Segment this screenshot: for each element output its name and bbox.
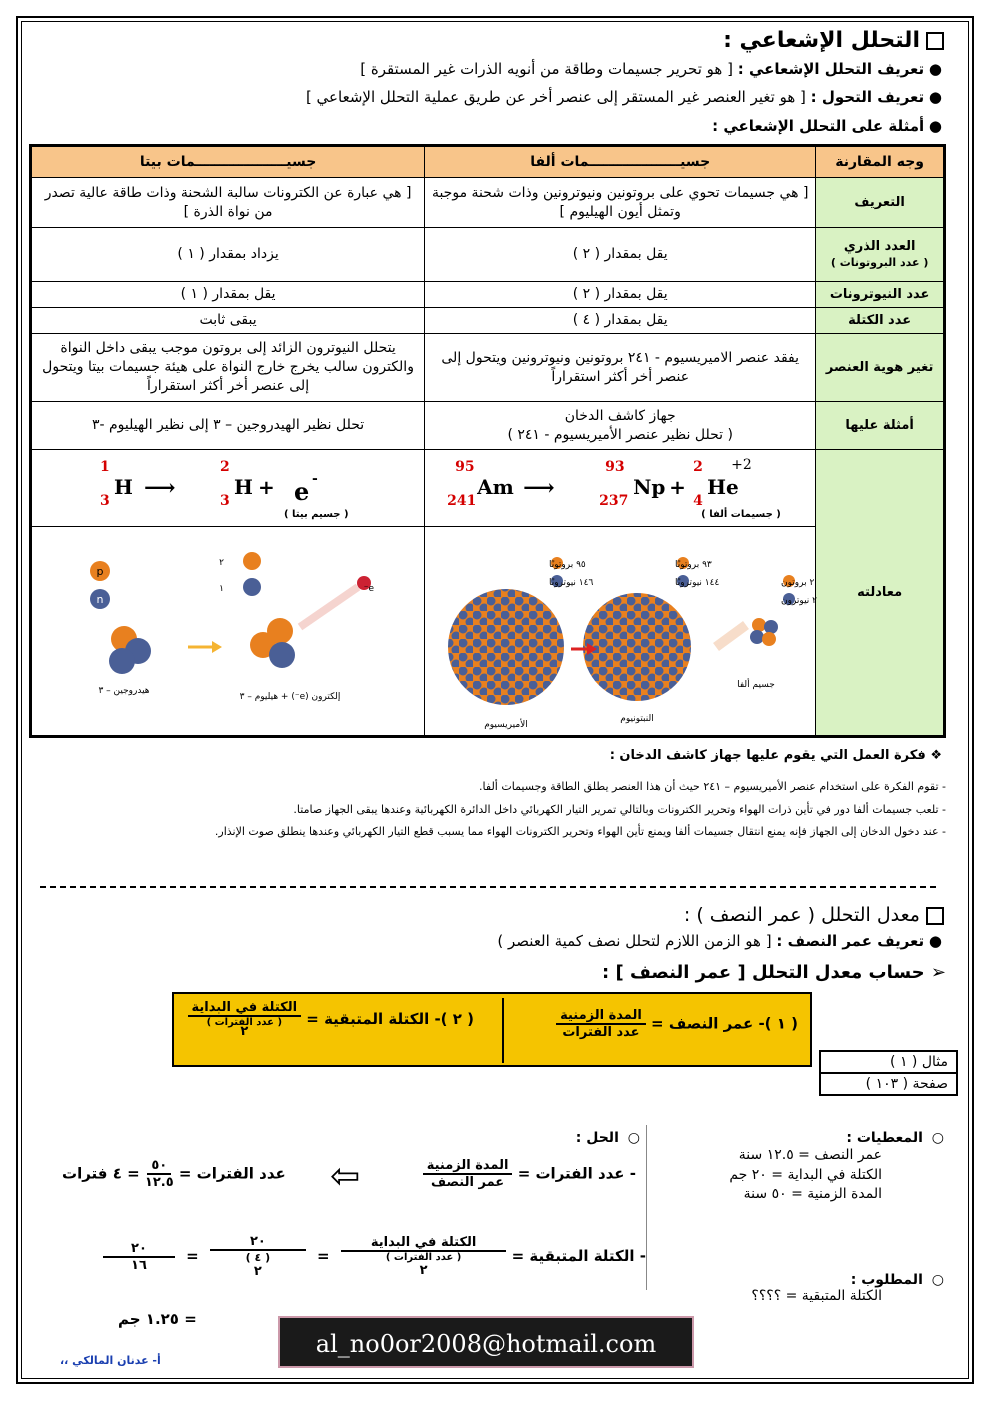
comparison-table (29, 144, 946, 738)
section-title-radioactive: التحلل الإشعاعي : (723, 28, 944, 53)
divider (40, 886, 936, 888)
beta-mass: يبقى ثابت (31, 308, 425, 334)
neutron-icon (109, 648, 135, 674)
alpha-neutrons: يقل بمقدار ( ٢ ) (425, 282, 816, 308)
example-page: صفحة ( ١٠٣ ) (820, 1073, 957, 1095)
solution-step-mass: - الكتلة المتبقية = الكتلة في البداية ( عدد الفترات ) ٢ = ٢٠ ( ٤ ) ٢ = $\frac{٢٠}{١٦}$ (103, 1234, 646, 1279)
smoke-note-2: - تلعب جسيمات ألفا دور في تأين ذرات الهواء وتحرير الكترونات وبالتالي تمرير التيار الكهربائي داخل الدائرة الكهربائية وعندها يبقى الجهاز صامتا. (293, 802, 946, 816)
section-title-halflife: معدل التحلل ( عمر النصف ) : (684, 904, 944, 926)
row-label-equation: معادلته (816, 450, 945, 737)
proton-icon (762, 632, 776, 646)
neutron-icon (750, 630, 764, 644)
solution-result: = ١.٢٥ جم (118, 1310, 197, 1328)
row-label-examples: أمثلة عليها (816, 402, 945, 450)
arrow-left-icon: ⇦ (330, 1156, 361, 1197)
svg-text:٩٣ بروتونًا: ٩٣ بروتونًا (675, 560, 713, 570)
beta-identity: يتحلل النيوترون الزائد إلى بروتون موجب يبقى داخل النواة والكترون سالب يخرج خارج النواة على هيئة جسيمات بيتا ويتحول إلى عنصر أخر أكثر استقراراً (31, 334, 425, 402)
beta-equation-formula: 1 3 H ⟶ 2 3 H + e - ( جسيم بيتا ) (100, 459, 349, 520)
alpha-decay-illustration (425, 527, 816, 737)
smoke-title: ❖ فكرة العمل التي يقوم عليها جهاز كاشف الدخان : (609, 748, 942, 763)
svg-text:جسيم ألفا: جسيم ألفا (737, 680, 776, 690)
alpha-examples: جهاز كاشف الدخان ( تحلل نظير عنصر الأميريسيوم - ٢٤١ ) (425, 402, 816, 450)
beta-atomic-number: يزداد بمقدار ( ١ ) (31, 228, 425, 282)
beta-decay-illustration (31, 527, 425, 737)
alpha-equation-formula: 95 241 Am ⟶ 93 237 Np + 2 4 He +2 ( جسيمات ألفا ) (447, 457, 781, 520)
alpha-identity: يفقد عنصر الاميريسيوم - ٢٤١ بروتونين ونيوترونين ويتحول إلى عنصر أخر أكثر استقراراً (425, 334, 816, 402)
neutron-icon (243, 578, 261, 596)
def-radioactive: ● تعريف التحلل الإشعاعي : [ هو تحرير جسيمات وطاقة من أنويه الذرات غير المستقرة ] (360, 60, 942, 78)
calc-title: ➢ حساب معدل التحلل [ عمر النصف ] : (601, 962, 946, 983)
separator-line (646, 1125, 647, 1290)
svg-text:١٤٤ نيوترونًا: ١٤٤ نيوترونًا (675, 578, 720, 588)
row-label-atomic-number: العدد الذري ( عدد البروتونات ) (816, 228, 945, 282)
example-reference (819, 1050, 958, 1096)
svg-text:p: p (96, 565, 104, 578)
alpha-mass: يقل بمقدار ( ٤ ) (425, 308, 816, 334)
formula-half-life: ( ١ )- عمر النصف = $\frac{\text{المدة الزمنية}}{\text{عدد الفترات}}$ (556, 1008, 798, 1040)
example-label: مثال ( ١ ) (820, 1051, 957, 1073)
arrow-icon: ⟶ (523, 475, 555, 501)
alpha-atomic-number: يقل بمقدار ( ٢ ) (425, 228, 816, 282)
checkbox-icon (926, 32, 944, 50)
arrow-icon: ⟶ (144, 475, 176, 501)
alpha-definition: [ هي جسيمات تحوي على بروتونين ونيوترونين وذات شحنة موجبة وتمثل أيون الهيليوم ] (425, 178, 816, 228)
row-label-neutrons: عدد النيوترونات (816, 282, 945, 308)
beta-examples: تحلل نظير الهيدروجين – ٣ إلى نظير الهيليوم -٣ (31, 402, 425, 450)
svg-text:n: n (96, 593, 104, 606)
neptunium-nucleus (583, 593, 691, 701)
header-beta: جسيـــــــــــــــــــمات بيتا (31, 146, 425, 178)
proton-icon (752, 618, 766, 632)
author: أ- عدنان المالكي ،، (60, 1354, 161, 1367)
svg-text:١٤٦ نيوترونًا: ١٤٦ نيوترونًا (549, 578, 594, 588)
row-label-mass: عدد الكتلة (816, 308, 945, 334)
alpha-equation (425, 450, 816, 527)
email-banner: al_no0or2008@hotmail.com (278, 1316, 694, 1368)
beta-neutrons: يقل بمقدار ( ١ ) (31, 282, 425, 308)
svg-text:الأميريسيوم: الأميريسيوم (484, 720, 529, 730)
svg-text:٢ بروتون: ٢ بروتون (781, 578, 815, 588)
row-label-identity: تغير هوية العنصر (816, 334, 945, 402)
neutron-icon (764, 620, 778, 634)
beta-equation (31, 450, 425, 527)
svg-text:هيدروجين – ٣: هيدروجين – ٣ (98, 686, 150, 696)
svg-text:e⁻: e⁻ (363, 584, 375, 594)
smoke-note-3: - عند دخول الدخان إلى الجهاز فإنه يمنع انتقال جسيمات ألفا ويمنع تأين الهواء وتحرير الكترونات الهواء مما يسبب قطع التيار الكهربائي وعندها ينطلق صوت الإنذار. (214, 825, 946, 839)
svg-text:٩٥ بروتونًا: ٩٥ بروتونًا (549, 560, 587, 570)
required-block: ○ المطلوب : الكتلة المتبقية = ؟؟؟؟ (751, 1272, 944, 1304)
beta-decay-svg (38, 527, 424, 735)
svg-text:٢ نيوترون: ٢ نيوترون (781, 596, 818, 606)
examples-label: ● أمثلة على التحلل الإشعاعي : (712, 117, 942, 135)
header-alpha: جسيـــــــــــــــــــمات ألفا (425, 146, 816, 178)
header-compare: وجه المقارنة (816, 146, 945, 178)
proton-icon (267, 618, 293, 644)
def-transmutation: ● تعريف التحول : [ هو تغير العنصر غير المستقر إلى عنصر أخر عن طريق عملية التحلل الإشعاعي ] (305, 88, 942, 106)
smoke-note-1: - تقوم الفكرة على استخدام عنصر الأميريسيوم – ٢٤١ حيث أن هذا العنصر يطلق الطاقة وجسيمات ألفا. (479, 780, 946, 793)
given-block: ○ المعطيات : عمر النصف = ١٢.٥ سنة الكتلة في البداية = ٢٠ جم المدة الزمنية = ٥٠ سنة (729, 1130, 944, 1203)
row-label-definition: التعريف (816, 178, 945, 228)
svg-text:١: ١ (219, 584, 225, 594)
solution-step-periods: - عدد الفترات = $\frac{\text{المدة الزمنية}}{\text{عمر النصف}}$ (423, 1158, 636, 1190)
checkbox-icon (926, 907, 944, 925)
neutron-icon (269, 642, 295, 668)
smoke-notes (40, 778, 946, 842)
beta-definition: [ هي عبارة عن الكترونات سالبة الشحنة وذات طاقة عالية تصدر من نواة الذرة ] (31, 178, 425, 228)
alpha-decay-svg (431, 527, 818, 735)
def-halflife: ● تعريف عمر النصف : [ هو الزمن اللازم لتحلل نصف كمية العنصر ) (497, 932, 942, 950)
proton-icon (243, 552, 261, 570)
americium-nucleus (448, 589, 564, 705)
formula-box (172, 992, 812, 1067)
svg-text:٢: ٢ (219, 558, 225, 568)
solution-step-periods-result: عدد الفترات = $\frac{٥٠}{١٢.٥}$ = ٤ فترات (62, 1158, 286, 1190)
svg-text:إلكترون (e⁻) + هيليوم – ٣: إلكترون (e⁻) + هيليوم – ٣ (239, 692, 341, 702)
svg-text:النبتونيوم: النبتونيوم (620, 714, 655, 724)
solution-title: ○ الحل : (575, 1130, 640, 1146)
formula-remaining-mass: ( ٢ )- الكتلة المتبقية = الكتلة في البداية ( عدد الفترات ) ٢ (188, 1000, 474, 1039)
